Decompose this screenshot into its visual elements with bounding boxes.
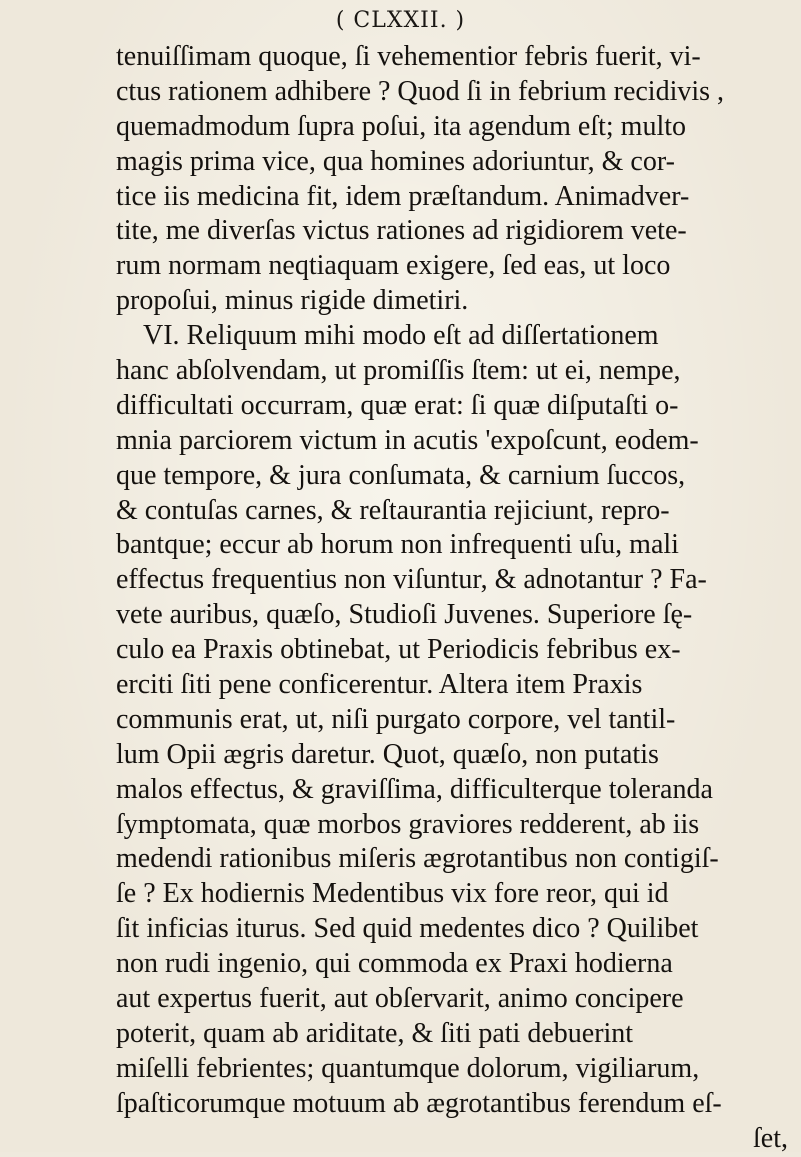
text-line: lum Opii ægris daretur. Quot, quæſo, non putatis — [116, 738, 659, 770]
text-line: quemadmodum ſupra poſui, ita agendum eſt; multo — [116, 110, 687, 142]
text-line: vete auribus, quæſo, Studioſi Juvenes. Superiore ſę- — [116, 599, 693, 631]
body-text — [116, 40, 796, 1157]
text-line: tite, me diverſas victus rationes ad rigidiorem vete- — [116, 215, 687, 247]
text-line: poterit, quam ab ariditate, & ſiti pati debuerint — [116, 1017, 634, 1049]
text-line: communis erat, ut, niſi purgato corpore, vel tantil- — [116, 703, 676, 735]
text-line: non rudi ingenio, qui commoda ex Praxi hodierna — [116, 948, 673, 980]
text-line: tenuiſſimam quoque, ſi vehementior febris fuerit, vi- — [116, 41, 701, 72]
text-line: aut expertus fuerit, aut obſervarit, animo concipere — [116, 983, 684, 1015]
text-line: ſe ? Ex hodiernis Medentibus vix fore reor, qui id — [116, 878, 669, 910]
text-line: miſelli febrientes; quantumque dolorum, vigiliarum, — [116, 1052, 700, 1084]
text-line: ſit inficias iturus. Sed quid medentes dico ? Quilibet — [116, 913, 699, 945]
text-line: mnia parciorem victum in acutis 'expoſcunt, eodem- — [116, 424, 699, 456]
text-line: propoſui, minus rigide dimetiri. — [116, 285, 469, 317]
text-line: difficultati occurram, quæ erat: ſi quæ diſputaſti o- — [116, 389, 679, 421]
text-line: tice iis medicina fit, idem præſtandum. Animadver- — [116, 180, 690, 212]
text-line: effectus frequentius non viſuntur, & adnotantur ? Fa- — [116, 564, 707, 596]
text-line: erciti ſiti pene conficerentur. Altera item Praxis — [116, 669, 643, 701]
text-line: culo ea Praxis obtinebat, ut Periodicis febribus ex- — [116, 634, 681, 666]
text-line: que tempore, & jura conſumata, & carnium ſuccos, — [116, 459, 686, 491]
text-line: ſpaſticorumque motuum ab ægrotantibus ferendum eſ- — [116, 1087, 722, 1119]
catchword: ſet, — [753, 1122, 788, 1154]
page-number-header: ( CLXXII. ) — [335, 8, 466, 33]
text-line: magis prima vice, qua homines adoriuntur, & cor- — [116, 145, 675, 177]
text-line: ſymptomata, quæ morbos graviores redderent, ab iis — [116, 808, 700, 840]
text-line: bantque; eccur ab horum non infrequenti uſu, mali — [116, 529, 679, 561]
text-line: hanc abſolvendam, ut promiſſis ſtem: ut ei, nempe, — [116, 355, 681, 387]
section-start-line: VI. Reliquum mihi modo eſt ad diſſertationem — [143, 320, 659, 352]
text-line: malos effectus, & graviſſima, difficulterque toleranda — [116, 773, 713, 805]
text-line: & contuſas carnes, & reſtaurantia rejiciunt, repro- — [116, 494, 670, 526]
text-line: medendi rationibus miſeris ægrotantibus non contigiſ- — [116, 843, 719, 875]
text-line: ctus rationem adhibere ? Quod ſi in febrium recidivis , — [116, 75, 725, 107]
text-line: rum normam neqtiaquam exigere, ſed eas, ut loco — [116, 250, 671, 282]
